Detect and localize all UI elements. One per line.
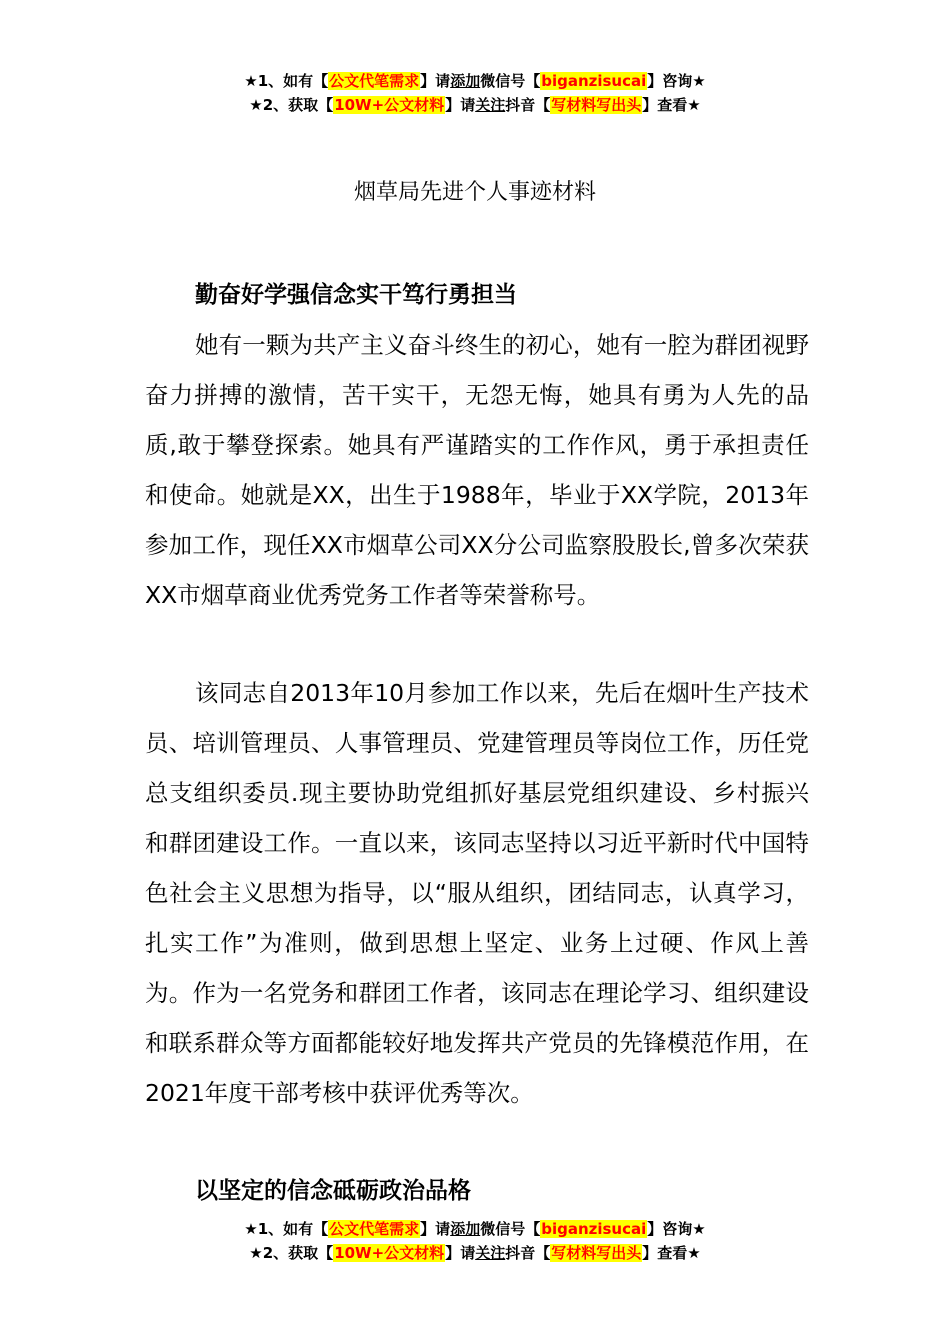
promo-text: 】请 [420, 72, 451, 90]
promo-text: 】咨询★ [647, 72, 706, 90]
promo-text: 】查看★ [642, 1244, 701, 1262]
promo-underlined-text: 添加 [450, 1220, 481, 1238]
promo-highlight: 写材料写出头 [551, 96, 642, 114]
header-promo-banner [0, 70, 950, 118]
promo-highlight: 公文代笔需求 [329, 72, 420, 90]
promo-highlight: biganzisucai [541, 1220, 647, 1238]
promo-underlined-text: 关注 [475, 1244, 506, 1262]
promo-highlight: biganzisucai [541, 72, 647, 90]
promo-text: 】查看★ [642, 96, 701, 114]
body-paragraph-2: 该同志自2013年10月参加工作以来，先后在烟叶生产技术员、培训管理员、人事管理员、党建管理员等岗位工作，历任党总支组织委员.现主要协助党组抓好基层党组织建设、乡村振兴和群团建设工作。一直以来，该同志坚持以习近平新时代中国特色社会主义思想为指导，以“服从组织，团结同志，认真学习，扎实工作”为准则，做到思想上坚定、业务上过硬、作风上善为。作为一名党务和群团工作者，该同志在理论学习、组织建设和联系群众等方面都能较好地发挥共产党员的先锋模范作用，在2021年度干部考核中获评优秀等次。 [145, 679, 809, 1107]
promo-text: ★1、如有【 [244, 1220, 329, 1238]
promo-text: ★1、如有【 [244, 72, 329, 90]
body-paragraph-1: 她有一颗为共产主义奋斗终生的初心，她有一腔为群团视野奋力拼搏的激情，苦干实干，无怨无悔，她具有勇为人先的品质,敢于攀登探索。她具有严谨踏实的工作作风，勇于承担责任和使命。她就是XX，出生于1988年，毕业于XX学院，2013年参加工作，现任XX市烟草公司XX分公司监察股股长,曾多次荣获XX市烟草商业优秀党务工作者等荣誉称号。 [145, 331, 809, 609]
promo-line-2 [0, 1242, 950, 1266]
promo-highlight: 公文代笔需求 [329, 1220, 420, 1238]
promo-text: 微信号【 [480, 72, 541, 90]
promo-highlight: 10W+公文材料 [334, 1244, 445, 1262]
promo-line-2 [0, 94, 950, 118]
promo-text: 抖音【 [505, 1244, 551, 1262]
section-heading-2: 以坚定的信念砥砺政治品格 [195, 1178, 471, 1204]
section-heading-1: 勤奋好学强信念实干笃行勇担当 [195, 282, 517, 308]
promo-highlight: 写材料写出头 [551, 1244, 642, 1262]
footer-promo-banner [0, 1218, 950, 1266]
promo-underlined-text: 关注 [475, 96, 506, 114]
document-title: 烟草局先进个人事迹材料 [353, 180, 596, 205]
promo-line-1 [0, 70, 950, 94]
promo-text: 抖音【 [505, 96, 551, 114]
promo-text: 】请 [445, 1244, 476, 1262]
promo-text: 】请 [420, 1220, 451, 1238]
promo-text: 】咨询★ [647, 1220, 706, 1238]
promo-underlined-text: 添加 [450, 72, 481, 90]
promo-text: ★2、获取【 [249, 96, 334, 114]
promo-text: 】请 [445, 96, 476, 114]
promo-highlight: 10W+公文材料 [334, 96, 445, 114]
promo-line-1 [0, 1218, 950, 1242]
promo-text: 微信号【 [480, 1220, 541, 1238]
promo-text: ★2、获取【 [249, 1244, 334, 1262]
